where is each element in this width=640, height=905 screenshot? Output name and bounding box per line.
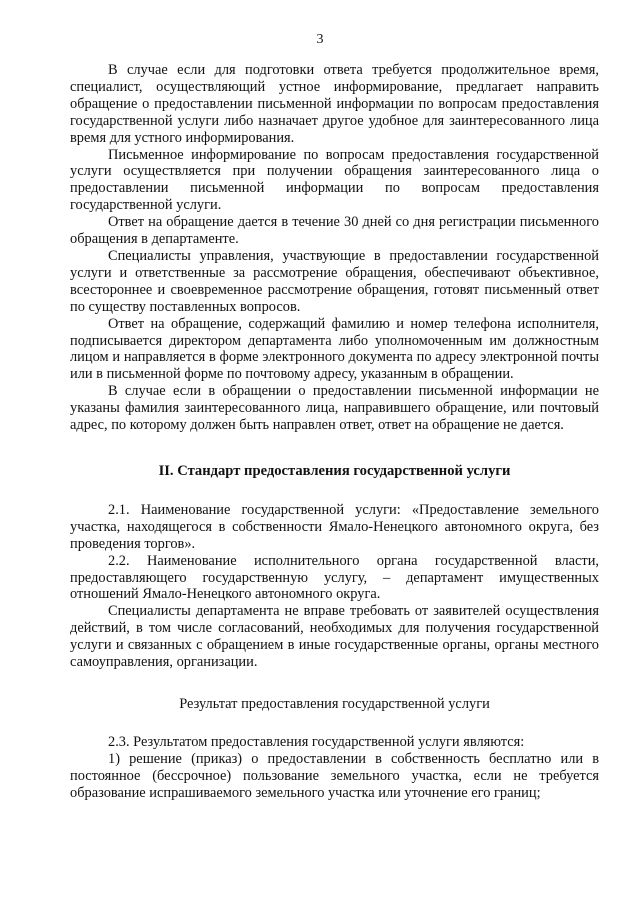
section-heading: II. Стандарт предоставления государственной услуги [158,462,511,479]
paragraph: Специалисты департамента не вправе требовать от заявителей осуществления действий, в том числе согласований, необходимых для получения государственной услуги и связанных с обращением в иные государственные органы, органы местного самоуправления, организации. [70,603,599,671]
paragraph: 2.3. Результатом предоставления государственной услуги являются: [108,734,525,750]
paragraph: 1) решение (приказ) о предоставлении в собственность бесплатно или в постоянное (бессрочное) пользование земельного участка, если не требуется образование испрашиваемого земельного участка или уточнение его границ; [70,750,599,801]
paragraph: В случае если в обращении о предоставлении письменной информации не указаны фамилия заинтересованного лица, направившего обращение, или почтовый адрес, по которому должен быть направлен ответ, ответ на обращение не дается. [70,383,599,434]
document-body [70,62,599,802]
page-number: 3 [316,32,324,47]
paragraph: Ответ на обращение, содержащий фамилию и номер телефона исполнителя, подписывается директором департамента либо уполномоченным им должностным лицом и направляется в форме электронного документа по адресу электронной почты или в письменной форме по почтовому адресу, указанным в обращении. [70,315,599,383]
paragraph: Письменное информирование по вопросам предоставления государственной услуги осуществляется при получении обращения заинтересованного лица о предоставлении письменной информации по вопросам предоставления государственной услуги. [70,146,599,214]
paragraph: Специалисты управления, участвующие в предоставлении государственной услуги и ответственные за рассмотрение обращения, обеспечивают объективное, всестороннее и своевременное рассмотрение обращения, готовят письменный ответ по существу поставленных вопросов. [70,247,599,315]
paragraph: В случае если для подготовки ответа требуется продолжительное время, специалист, осуществляющий устное информирование, предлагает направить обращение о предоставлении письменной информации по вопросам предоставления государственной услуги либо назначает другое удобное для заинтересованного лица время для устного информирования. [70,62,599,146]
paragraph: 2.2. Наименование исполнительного органа государственной власти, предоставляющего государственную услугу, – департамент имущественных отношений Ямало-Ненецкого автономного округа. [70,552,599,603]
subsection-heading: Результат предоставления государственной услуги [179,696,490,712]
paragraph: Ответ на обращение дается в течение 30 дней со дня регистрации письменного обращения в департаменте. [70,214,599,248]
paragraph: 2.1. Наименование государственной услуги: «Предоставление земельного участка, находящегося в собственности Ямало-Ненецкого автономного округа, без проведения торгов». [70,501,599,552]
